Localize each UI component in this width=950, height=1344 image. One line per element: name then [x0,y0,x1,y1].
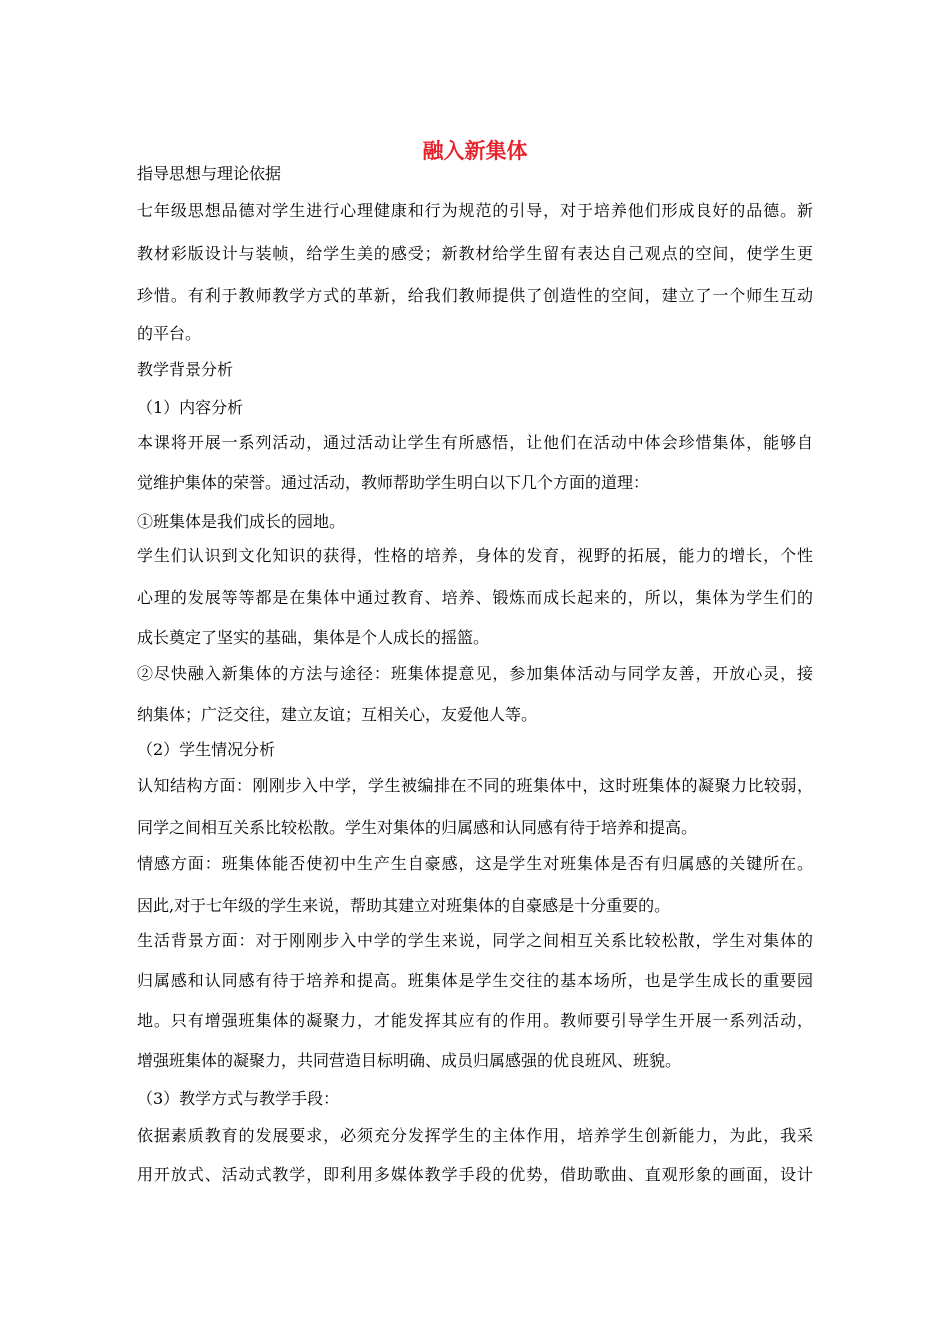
section-heading: 指导思想与理论依据 [137,164,282,183]
list-item: ②尽快融入新集体的方法与途径：班集体提意见，参加集体活动与同学友善，开放心灵，接 [137,664,813,683]
paragraph-line: 珍惜。有利于教师教学方式的革新，给我们教师提供了创造性的空间，建立了一个师生互动 [137,286,813,305]
paragraph-line: 觉维护集体的荣誉。通过活动，教师帮助学生明白以下几个方面的道理： [137,473,650,492]
paragraph-line: 学生们认识到文化知识的获得，性格的培养，身体的发育，视野的拓展，能力的增长，个性 [137,546,813,565]
paragraph-line: 因此,对于七年级的学生来说，帮助其建立对班集体的自豪感是十分重要的。 [137,896,671,915]
subsection-heading: （1）内容分析 [137,398,244,417]
paragraph-line: 教材彩版设计与装帧，给学生美的感受；新教材给学生留有表达自己观点的空间，使学生更 [137,244,813,263]
subsection-heading: （2）学生情况分析 [137,740,276,759]
paragraph-line: 本课将开展一系列活动，通过活动让学生有所感悟，让他们在活动中体会珍惜集体，能够自 [137,433,813,452]
paragraph-line: 的平台。 [137,324,202,343]
subsection-heading: （3）教学方式与教学手段： [137,1089,340,1108]
paragraph-line: 用开放式、活动式教学，即利用多媒体教学手段的优势，借助歌曲、直观形象的画面，设计 [137,1165,813,1184]
paragraph-line: 同学之间相互关系比较松散。学生对集体的归属感和认同感有待于培养和提高。 [137,818,698,837]
list-item: ①班集体是我们成长的园地。 [137,512,346,531]
paragraph-line: 生活背景方面：对于刚刚步入中学的学生来说，同学之间相互关系比较松散，学生对集体的 [137,931,813,950]
paragraph-line: 地。只有增强班集体的凝聚力，才能发挥其应有的作用。教师要引导学生开展一系列活动， [137,1011,813,1030]
paragraph-line: 依据素质教育的发展要求，必须充分发挥学生的主体作用，培养学生创新能力，为此，我采 [137,1126,813,1145]
section-heading: 教学背景分析 [137,360,234,379]
paragraph-line: 认知结构方面：刚刚步入中学，学生被编排在不同的班集体中，这时班集体的凝聚力比较弱， [137,776,813,795]
paragraph-line: 归属感和认同感有待于培养和提高。班集体是学生交往的基本场所，也是学生成长的重要园 [137,971,813,990]
document-title: 融入新集体 [422,139,528,163]
paragraph-line: 情感方面：班集体能否使初中生产生自豪感，这是学生对班集体是否有归属感的关键所在。 [137,854,813,873]
paragraph-line: 成长奠定了坚实的基础，集体是个人成长的摇篮。 [137,628,490,647]
paragraph-line: 七年级思想品德对学生进行心理健康和行为规范的引导，对于培养他们形成良好的品德。新 [137,201,813,220]
paragraph-line: 心理的发展等等都是在集体中通过教育、培养、锻炼而成长起来的，所以，集体为学生们的 [137,588,813,607]
paragraph-line: 纳集体；广泛交往，建立友谊；互相关心，友爱他人等。 [137,705,538,724]
paragraph-line: 增强班集体的凝聚力，共同营造目标明确、成员归属感强的优良班风、班貌。 [137,1051,682,1070]
